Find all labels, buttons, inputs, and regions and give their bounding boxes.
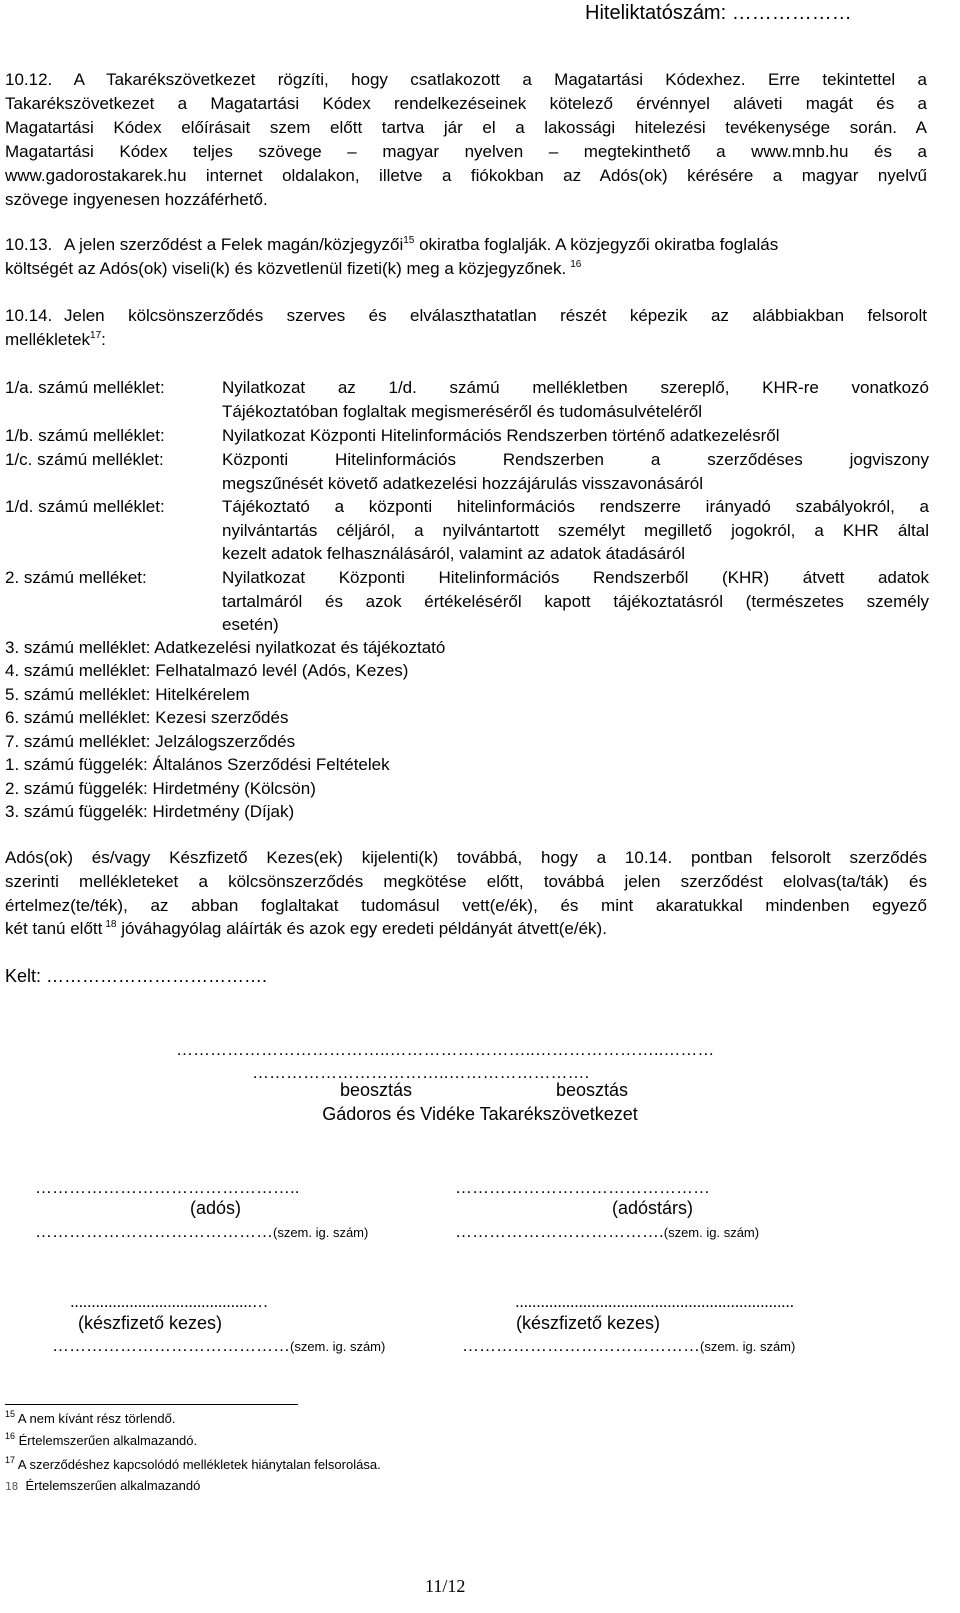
paragraph-line: Takarékszövetkezet a Magatartási Kódex rendelkezéseinek kötelező érvénnyel aláveti magát és a xyxy=(5,94,927,113)
annex-label: 1/d. számú melléklet: xyxy=(5,497,165,516)
section-number: 10.14. xyxy=(5,306,53,325)
signatory-label: (készfizető kezes) xyxy=(78,1313,223,1333)
list-item xyxy=(5,732,295,752)
footnote-text: A nem kívánt rész törlendő. xyxy=(17,1411,176,1426)
loan-reference-header: Hiteliktatószám: ……………… xyxy=(585,2,852,24)
page-number: 11/12 xyxy=(425,1576,466,1596)
footnote-ref: 15 xyxy=(403,235,415,246)
date-place-field: ………………………………. xyxy=(46,966,268,986)
paragraph-text: költségét az Adós(ok) viseli(k) és közvetlenül fizeti(k) meg a közjegyzőnek. xyxy=(5,259,567,278)
id-number-label: (szem. ig. szám) xyxy=(700,1339,796,1354)
footnote-ref: 16 xyxy=(570,259,582,270)
id-number-label: (szem. ig. szám) xyxy=(273,1225,369,1240)
signature-line: .................................................................. xyxy=(515,1292,794,1311)
footnote-ref: 18 xyxy=(105,919,117,930)
annex-text: esetén) xyxy=(222,615,279,634)
annex-text: kezelt adatok felhasználásáról, valamint az adatok átadásáról xyxy=(222,544,686,563)
footnote xyxy=(5,1478,200,1493)
signature-line: ...........................................… xyxy=(70,1292,269,1311)
paragraph-line: Magatartási Kódex előírásait szem előtt tartva jár el a lakossági hitelezési tevékenysége során. A xyxy=(5,118,927,137)
paragraph-line xyxy=(5,919,607,939)
signatory-label: (készfizető kezes) xyxy=(516,1313,661,1333)
annex-label: 3. számú függelék: xyxy=(5,802,148,821)
signatory-label: (adóstárs) xyxy=(612,1198,694,1218)
annex-text: Nyilatkozat Központi Hitelinformációs Rendszerben történő adatkezelésről xyxy=(222,426,780,445)
paragraph-text: jóváhagyólag aláírták és azok egy eredeti példányát átvett(e/ék). xyxy=(116,919,607,938)
list-item xyxy=(5,638,445,658)
date-place-line xyxy=(5,966,267,987)
annex-text: Tájékoztató a központi hitelinformációs rendszerre irányadó szabályokról, a xyxy=(222,497,929,516)
annex-text: Kezesi szerződés xyxy=(155,708,289,727)
paragraph-line: 10.12. A Takarékszövetkezet rögzíti, hogy csatlakozott a Magatartási Kódexhez. Erre tekintettel a xyxy=(5,70,927,89)
footnote xyxy=(5,1411,175,1426)
paragraph-line: Adós(ok) és/vagy Készfizető Kezes(ek) kijelenti(k) továbbá, hogy a 10.14. pontban felsorolt szerződés xyxy=(5,848,927,867)
footnote-text: A szerződéshez kapcsolódó mellékletek hiánytalan felsorolása. xyxy=(17,1457,381,1472)
paragraph-line xyxy=(5,330,106,350)
annex-label: 1/b. számú melléklet: xyxy=(5,426,165,445)
date-place-label: Kelt: xyxy=(5,966,42,986)
signature-line: ………………………………..……………………..…………………..……… xyxy=(176,1040,715,1059)
role-label: beosztás xyxy=(340,1080,413,1100)
annex-label: 4. számú melléklet: xyxy=(5,661,151,680)
annex-label: 2. számú melléket: xyxy=(5,568,147,587)
annex-text: Adatkezelési nyilatkozat és tájékoztató xyxy=(154,638,446,657)
annex-label: 5. számú melléklet: xyxy=(5,685,151,704)
annex-text: Általános Szerződési Feltételek xyxy=(152,755,390,774)
footnote-number: 16 xyxy=(5,1431,16,1441)
annex-label: 1/a. számú melléklet: xyxy=(5,378,165,397)
paragraph-line: Magatartási Kódex teljes szövege – magyar nyelven – megtekinthető a www.mnb.hu és a xyxy=(5,142,927,161)
annex-label: 2. számú függelék: xyxy=(5,779,148,798)
signature-line: ……………………………..……………………. xyxy=(252,1063,590,1082)
footnote-ref: 17 xyxy=(90,330,102,341)
annex-text: tartalmáról és azok értékeléséről kapott tájékoztatásról (természetes személy xyxy=(222,592,929,611)
role-label: beosztás xyxy=(556,1080,629,1100)
paragraph-line: értelmez(te/ték), az abban foglaltakat tudomásul vett(e/ék), és mint akaratukkal mindenben egyező xyxy=(5,896,927,915)
id-number-field: …………………………………… xyxy=(35,1222,273,1241)
paragraph-text: : xyxy=(101,330,106,349)
list-item xyxy=(5,779,316,799)
list-item xyxy=(5,755,390,775)
paragraph-text: két tanú előtt xyxy=(5,919,103,938)
paragraph-line: szövege ingyenesen hozzáférhető. xyxy=(5,190,268,209)
id-number-label: (szem. ig. szám) xyxy=(663,1225,760,1240)
paragraph-line xyxy=(5,259,581,279)
id-number-line xyxy=(35,1222,368,1242)
id-number-label: (szem. ig. szám) xyxy=(290,1339,386,1354)
annex-text: megszűnését követő adatkezelési hozzájárulás visszavonásáról xyxy=(222,474,703,493)
annex-text: nyilvántartás céljáról, a nyilvántartott személyt megillető jogokról, a KHR által xyxy=(222,521,929,540)
annex-text: Nyilatkozat Központi Hitelinformációs Rendszerből (KHR) átvett adatok xyxy=(222,568,929,587)
footnote xyxy=(5,1457,381,1472)
id-number-line xyxy=(52,1336,385,1356)
id-number-field: …………………………………… xyxy=(462,1336,700,1355)
bank-name: Gádoros és Vidéke Takarékszövetkezet xyxy=(322,1104,638,1124)
list-item xyxy=(5,802,294,822)
annex-text: Jelzálogszerződés xyxy=(155,732,296,751)
annex-label: 7. számú melléklet: xyxy=(5,732,151,751)
signature-line: ……………………………………….. xyxy=(35,1178,300,1197)
annex-label: 6. számú melléklet: xyxy=(5,708,151,727)
footnote xyxy=(5,1433,197,1448)
signature-line: ……………………………………… xyxy=(455,1178,710,1197)
annex-text: Felhatalmazó levél (Adós, Kezes) xyxy=(155,661,409,680)
id-number-field: …………………………………… xyxy=(52,1336,290,1355)
footnote-text: Értelemszerűen alkalmazandó. xyxy=(18,1433,198,1448)
annex-label: 1. számú függelék: xyxy=(5,755,148,774)
footnote-number: 17 xyxy=(5,1455,16,1465)
annex-text: Hirdetmény (Kölcsön) xyxy=(152,779,316,798)
annex-text: Hirdetmény (Díjak) xyxy=(152,802,295,821)
footnote-separator xyxy=(5,1404,298,1405)
id-number-line xyxy=(455,1222,759,1242)
footnote-number: 18 xyxy=(5,1480,19,1493)
paragraph-line: szerinti mellékleteket a kölcsönszerződés megkötése előtt, továbbá jelen szerződést elolvas(ta/ták) és xyxy=(5,872,927,891)
list-item xyxy=(5,685,250,705)
annex-text: Nyilatkozat az 1/d. számú mellékletben szereplő, KHR-re vonatkozó xyxy=(222,378,929,397)
id-number-line xyxy=(462,1336,795,1356)
paragraph-text: okiratba foglalják. A közjegyzői okiratba foglalás xyxy=(414,235,779,254)
footnote-text: Értelemszerűen alkalmazandó xyxy=(25,1478,201,1493)
paragraph-line: www.gadorostakarek.hu internet oldalakon, illetve a fiókokban az Adós(ok) kérésére a magyar nyelvű xyxy=(5,166,927,185)
paragraph-line: Jelen kölcsönszerződés szerves és elválaszthatatlan részét képezik az alábbiakban felsorolt xyxy=(64,306,927,325)
annex-label: 1/c. számú melléklet: xyxy=(5,450,164,469)
paragraph-text: A jelen szerződést a Felek magán/közjegyzői xyxy=(64,235,404,254)
signatory-label: (adós) xyxy=(190,1198,242,1218)
footnote-number: 15 xyxy=(5,1409,16,1419)
annex-text: Tájékoztatóban foglaltak megismeréséről és tudomásulvételéről xyxy=(222,402,703,421)
section-number: 10.13. xyxy=(5,235,53,254)
id-number-field: ………………………………. xyxy=(455,1222,664,1241)
annex-text: Központi Hitelinformációs Rendszerben a szerződéses jogviszony xyxy=(222,450,929,469)
annex-text: Hitelkérelem xyxy=(155,685,250,704)
paragraph-line xyxy=(64,235,778,255)
list-item xyxy=(5,708,288,728)
annex-label: 3. számú melléklet: xyxy=(5,638,151,657)
list-item xyxy=(5,661,408,681)
paragraph-text: mellékletek xyxy=(5,330,91,349)
